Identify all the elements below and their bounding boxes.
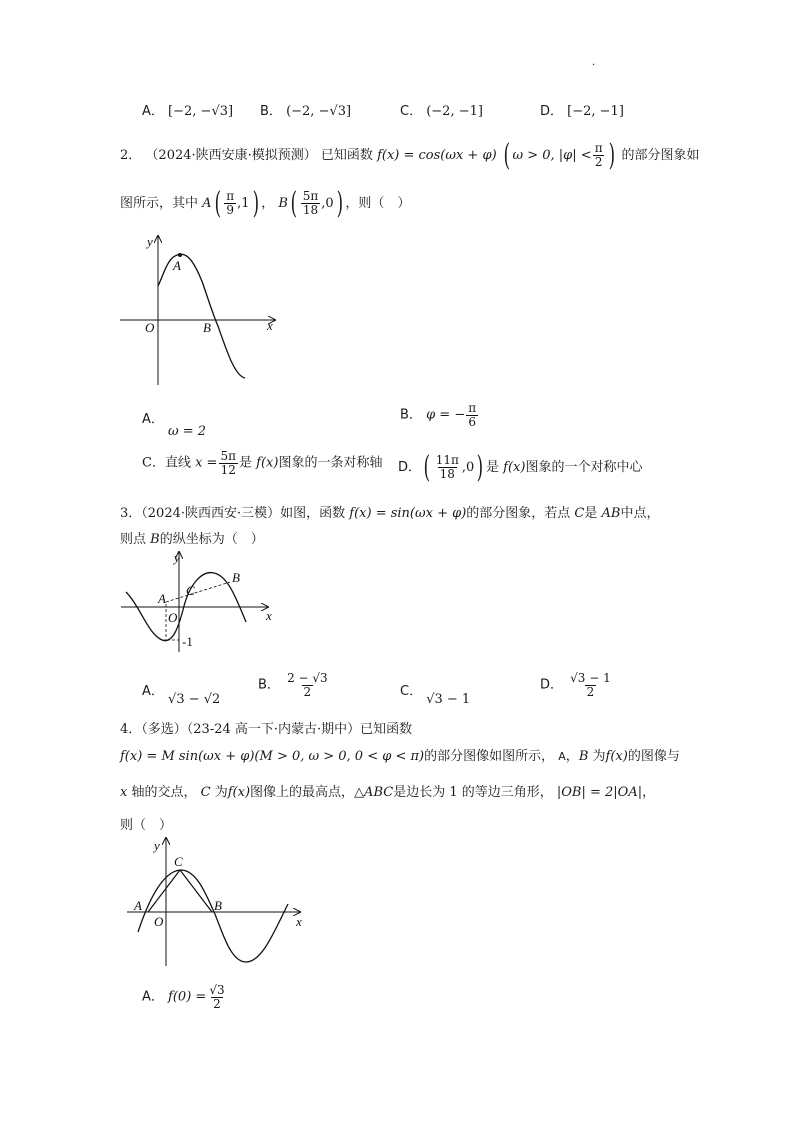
q3-b: B [150,532,160,547]
q2-option-d-fx: f(x) [503,460,526,475]
curve [158,254,245,378]
q2-point-b: B [278,196,288,211]
q4-graph [122,832,312,972]
q4-option-a-den: 2 [213,996,221,1011]
q3-line1: （2024·陕西西安·三模）如图，函数 [141,506,346,521]
label-o: O [154,914,164,929]
q3-line1c: 是 [584,506,598,521]
q1-option-b [260,100,351,119]
label-o: O [168,610,178,625]
label-y: y [147,234,153,249]
q4-line2-tail: 的部分图像如图所示， [424,749,555,764]
q3-option-c-label: C． [400,684,423,699]
q3-option-b [258,672,331,698]
q3-option-d-num: √3 − 1 [570,671,611,685]
q3-stem-line1 [120,502,660,521]
q3-option-b-label: B． [258,677,280,693]
q4-line3b: 为 [214,785,228,800]
q4-option-a [142,984,228,1010]
q1-option-a [142,100,233,119]
q2-point-a: A [202,196,212,211]
q3-graph [118,548,288,658]
paren-close: ) [252,186,259,221]
q2-option-a-text: ω = 2 [168,424,207,439]
q4-line3a: 轴的交点， [131,785,197,800]
q2-a-tail: ,1 [237,196,250,211]
q3-option-d [540,672,614,698]
q2-b-num: 5π [302,189,319,204]
q2-a-num: π [226,189,235,204]
q2-option-c-x: x = [195,455,218,471]
q4-c: C [200,785,211,800]
q2-cond-num: π [594,141,603,156]
q4-fx2: f(x) [227,785,251,800]
q4-x: x [120,785,128,800]
q3-option-d-label: D． [540,677,564,693]
q3-option-c-text: √3 − 1 [426,692,471,707]
q2-option-d-num: 11π [435,453,459,468]
paren-close: ) [336,186,343,221]
q2-option-b-den: 6 [468,414,476,429]
q2-option-c [142,450,382,476]
q4-a: A [558,750,566,763]
q2-option-c-tail: 图象的一条对称轴 [278,455,383,471]
side-cb [180,870,212,912]
q2-option-c-den: 12 [220,462,236,477]
q1-option-d [540,100,624,119]
q2-number: 2． [120,148,142,163]
q3-option-a-text: √3 − √2 [168,692,221,707]
q4-line2-tail3: 的图像与 [627,749,680,764]
q3-func: f(x) = sin(ωx + φ) [349,506,467,521]
q4-func: f(x) = M sin(ωx + φ)(M > 0, ω > 0, 0 < φ < π) [120,749,425,764]
label-b: B [203,320,211,335]
q1-option-d-label: D． [540,104,564,119]
q3-line1b: 的部分图象，若点 [466,506,571,521]
label-x: x [267,318,273,333]
label-a: A [158,591,166,606]
q2-line2-pre: 图所示，其中 [120,196,199,211]
label-x: x [296,914,302,929]
q4-line3c: 图像上的最高点， [250,785,355,800]
q2-lead: 已知函数 [320,148,373,163]
q3-number: 3． [120,506,142,521]
q2-cond: ω > 0, |φ| < [512,148,592,163]
q2-option-a-label: A． [142,412,164,427]
label-b: B [232,570,240,585]
q1-option-a-text: [−2, −√3] [168,104,234,119]
q4-option-a-pre: f(0) = [168,989,207,1005]
q4-stem-line4 [120,814,172,833]
q2-b-den: 18 [302,203,319,217]
q3-option-d-den: 2 [586,684,595,699]
q2-cond-den: 2 [594,155,603,169]
label-o: O [145,320,155,335]
q3-line2a: 则点 [120,532,147,547]
q3-option-b-frac [285,672,330,698]
label-neg1: -1 [182,634,193,649]
q2-option-d-tail0: ,0 [461,460,475,475]
q4-stem-line1 [120,718,412,737]
q2-option-b-num: π [468,401,477,415]
q4-line4: 则（ ） [120,818,173,833]
q4-fx: f(x) [605,749,628,764]
q2-option-c-label: C．直线 [142,455,191,471]
q2-option-c-num: 5π [220,449,236,463]
q2-option-d [398,450,642,485]
q1-option-b-text: (−2, −√3] [286,104,352,119]
dashed-ab [166,582,230,602]
q2-option-b-frac [466,402,478,428]
q2-stem-line1 [120,138,699,173]
q4-stem-line2 [120,745,680,764]
q2-option-d-is: 是 [486,460,500,475]
point-a [178,253,182,257]
q2-b-frac [301,190,321,216]
q2-source: （2024·陕西安康·模拟预测） [145,148,317,163]
paren-open: ( [290,186,298,221]
q2-b-tail: ,0 [321,196,334,211]
q4-line3e: ， [642,785,656,800]
q4-option-a-num: √3 [209,983,225,997]
q2-option-c-is: 是 [238,455,252,471]
label-c: C [174,854,183,869]
q3-option-a [142,680,221,707]
side-ac [148,870,180,912]
q3-option-b-num: 2 − √3 [287,671,328,685]
q2-option-b [400,402,479,428]
paren-open: ( [423,450,431,485]
q3-option-c [400,680,471,707]
q3-option-b-den: 2 [303,684,312,699]
q2-a-frac [224,190,236,216]
q2-tail: 的部分图象如 [621,148,700,163]
q4-line3d: 是边长为 1 的等边三角形， [393,785,553,800]
q4-comma: ， [565,749,579,764]
q3-line1d: 中点， [620,506,660,521]
q3-c: C [574,506,585,521]
paren-open: ( [214,186,221,221]
q2-option-d-label: D． [398,460,422,475]
q2-cond-frac [593,142,605,168]
q1-option-a-label: A． [142,104,164,119]
label-x: x [266,608,272,623]
q4-eq: |OB| = 2|OA| [556,785,643,800]
q2-option-d-frac [434,454,461,480]
q2-line2-tail: ，则（ ） [345,196,411,211]
paren-open: ( [503,138,510,173]
q4-option-a-frac [207,984,226,1010]
q2-option-d-den: 18 [439,467,455,481]
q4-tri: △ABC [354,785,394,800]
q1-option-c-text: (−2, −1] [426,104,483,119]
q2-option-a [142,408,207,439]
label-c: C [186,583,195,598]
q1-option-b-label: B． [260,104,282,119]
q2-option-b-label: B． [400,407,422,423]
q3-option-d-frac [568,672,613,698]
q4-line1: （多选）（23-24 高一下·内蒙古·期中）已知函数 [141,722,413,737]
q2-option-b-pre: φ = − [426,407,466,423]
label-b: B [214,898,222,913]
paren-close: ) [476,450,484,485]
q4-stem-line3 [120,781,655,800]
label-a: A [173,258,181,273]
q1-option-c [400,100,483,119]
q2-func: f(x) = cos(ωx + φ) [377,148,497,163]
q1-option-c-label: C． [400,104,423,119]
q4-option-a-label: A． [142,989,164,1005]
q3-line2b: 的纵坐标为（ ） [159,532,264,547]
q4-line2-tail2: 为 [592,749,606,764]
q2-a-den: 9 [226,203,235,217]
label-a: A [134,898,142,913]
q4-b: B [578,749,589,764]
label-y: y [154,838,160,853]
q2-graph [115,228,285,388]
q2-option-c-frac [218,450,238,476]
q4-number: 4． [120,722,142,737]
q3-stem-line2 [120,528,264,547]
page-dot: · [592,60,596,71]
q2-option-c-fx: f(x) [256,455,279,471]
q2-stem-line2: 图所示，其中 A( $\frac{\pi}{9}$ ,1) ， B( $\frac{5\pi}{18}$ ,0) ，则（ ） [120,186,411,221]
q3-ab: AB [601,506,621,521]
q2-option-d-tail: 图象的一个对称中心 [525,460,643,475]
q1-option-d-text: [−2, −1] [567,104,624,119]
q3-option-a-label: A． [142,684,164,699]
paren-close: ) [608,138,615,173]
label-y: y [174,550,180,565]
